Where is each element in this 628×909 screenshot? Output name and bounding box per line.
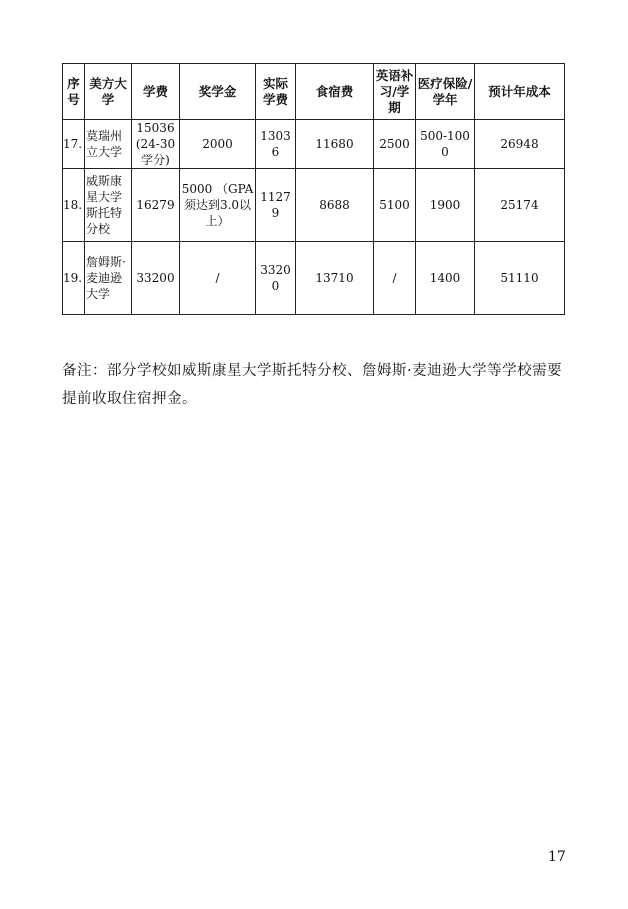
page-number: 17	[548, 849, 566, 865]
cell-tuition: 16279	[132, 169, 180, 242]
cell-net-tuition: 13036	[256, 120, 296, 169]
header-room-board: 食宿费	[296, 64, 374, 120]
cell-estimated-annual-cost: 26948	[475, 120, 565, 169]
header-medical-insurance: 医疗保险/学年	[416, 64, 475, 120]
header-net-tuition: 实际学费	[256, 64, 296, 120]
cell-english-tutoring: /	[374, 242, 416, 315]
header-estimated-annual-cost: 预计年成本	[475, 64, 565, 120]
footnote-remark: 备注：部分学校如威斯康星大学斯托特分校、詹姆斯·麦迪逊大学等学校需要提前收取住宿押金。	[62, 362, 563, 407]
header-tuition: 学费	[132, 64, 180, 120]
table-row	[63, 169, 565, 242]
cell-scholarship: 2000	[180, 120, 256, 169]
table-row	[63, 120, 565, 169]
table-row	[63, 242, 565, 315]
cell-net-tuition: 33200	[256, 242, 296, 315]
cell-tuition: 15036 (24-30 学分)	[132, 120, 180, 169]
cell-index: 17.	[63, 120, 85, 169]
cell-medical-insurance: 500-1000	[416, 120, 475, 169]
cell-estimated-annual-cost: 25174	[475, 169, 565, 242]
cell-index: 19.	[63, 242, 85, 315]
header-index: 序号	[63, 64, 85, 120]
cell-room-board: 11680	[296, 120, 374, 169]
cell-english-tutoring: 5100	[374, 169, 416, 242]
cell-net-tuition: 11279	[256, 169, 296, 242]
cell-room-board: 13710	[296, 242, 374, 315]
cell-university: 詹姆斯·麦迪逊大学	[85, 242, 132, 315]
cell-room-board: 8688	[296, 169, 374, 242]
cell-index: 18.	[63, 169, 85, 242]
cell-tuition: 33200	[132, 242, 180, 315]
header-university: 美方大学	[85, 64, 132, 120]
cell-estimated-annual-cost: 51110	[475, 242, 565, 315]
cell-scholarship: 5000 （GPA须达到3.0以上）	[180, 169, 256, 242]
cell-medical-insurance: 1900	[416, 169, 475, 242]
cell-medical-insurance: 1400	[416, 242, 475, 315]
cell-university: 莫瑞州立大学	[85, 120, 132, 169]
cell-english-tutoring: 2500	[374, 120, 416, 169]
table-header-row	[63, 64, 565, 120]
cell-scholarship: /	[180, 242, 256, 315]
header-english-tutoring: 英语补习/学期	[374, 64, 416, 120]
cell-university: 威斯康星大学斯托特分校	[85, 169, 132, 242]
tuition-cost-table	[62, 63, 565, 315]
header-scholarship: 奖学金	[180, 64, 256, 120]
